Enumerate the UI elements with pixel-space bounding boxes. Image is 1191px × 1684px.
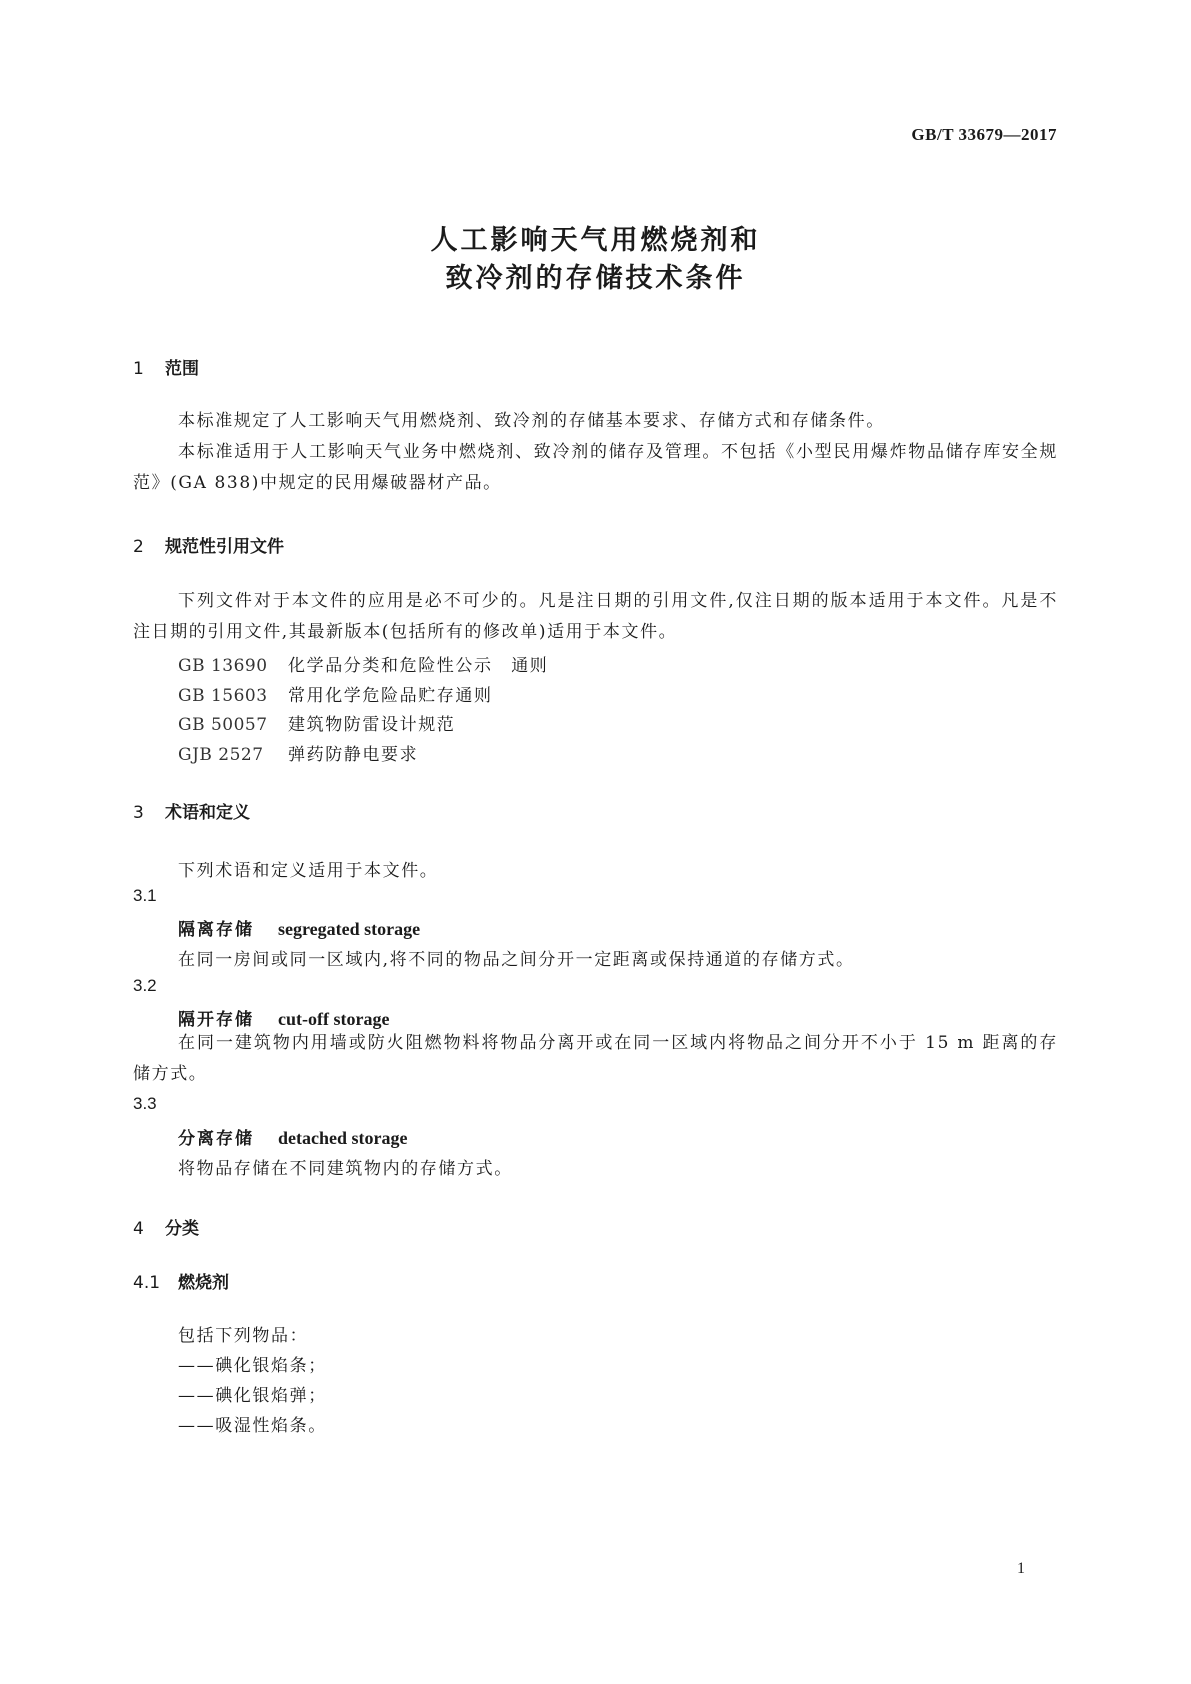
term-chinese: 隔开存储: [178, 1010, 254, 1030]
section-title: 规范性引用文件: [165, 537, 284, 557]
term-english: segregated storage: [278, 919, 421, 939]
section-1-paragraph-2: 本标准适用于人工影响天气业务中燃烧剂、致冷剂的储存及管理。不包括《小型民用爆炸物品储存库安全规范》(GA 838)中规定的民用爆破器材产品。: [133, 442, 1058, 493]
section-3-intro: 下列术语和定义适用于本文件。: [178, 861, 439, 881]
reference-title: 化学品分类和危险性公示 通则: [288, 656, 549, 676]
section-number: 4: [133, 1219, 144, 1239]
reference-code: GB 15603: [178, 686, 268, 706]
section-3-heading: [133, 798, 250, 823]
standard-code: GB/T 33679—2017: [911, 125, 1057, 144]
section-title: 分类: [165, 1219, 199, 1239]
term-chinese: 分离存储: [178, 1129, 254, 1149]
section-1-paragraph-1: 本标准规定了人工影响天气用燃烧剂、致冷剂的存储基本要求、存储方式和存储条件。: [178, 411, 885, 431]
term-number: 3.1: [133, 886, 157, 905]
reference-title: 常用化学危险品贮存通则: [288, 686, 493, 706]
list-item: ——碘化银焰条；: [178, 1356, 327, 1376]
reference-code: GB 50057: [178, 715, 268, 735]
page-number: 1: [1017, 1560, 1025, 1577]
term-number: 3.2: [133, 976, 157, 995]
subsection-intro: 包括下列物品：: [178, 1326, 309, 1346]
document-title-line2: 致冷剂的存储技术条件: [445, 263, 746, 294]
reference-code: GJB 2527: [178, 745, 264, 765]
list-item: ——吸湿性焰条。: [178, 1416, 327, 1436]
subsection-title: 燃烧剂: [178, 1273, 229, 1293]
section-2-heading: [133, 532, 284, 557]
term-definition: 将物品存储在不同建筑物内的存储方式。: [178, 1159, 513, 1179]
subsection-4-1-heading: [133, 1268, 229, 1293]
term-heading: [178, 1124, 407, 1149]
term-definition: 在同一房间或同一区域内,将不同的物品之间分开一定距离或保持通道的存储方式。: [178, 950, 855, 970]
section-1-heading: [133, 354, 199, 379]
section-2-paragraph-1: 下列文件对于本文件的应用是必不可少的。凡是注日期的引用文件,仅注日期的版本适用于本文件。凡是不注日期的引用文件,其最新版本(包括所有的修改单)适用于本文件。: [133, 591, 1058, 642]
term-english: cut-off storage: [278, 1009, 390, 1029]
section-title: 范围: [165, 359, 199, 379]
section-4-heading: [133, 1214, 199, 1239]
term-definition: 在同一建筑物内用墙或防火阻燃物料将物品分离开或在同一区域内将物品之间分开不小于 15 m 距离的存储方式。: [133, 1033, 1058, 1084]
term-heading: [178, 915, 420, 940]
subsection-number: 4.1: [133, 1273, 161, 1293]
term-number: 3.3: [133, 1094, 157, 1113]
section-number: 1: [133, 359, 144, 379]
term-heading: [178, 1005, 389, 1030]
reference-item: [178, 651, 548, 676]
document-title-line1: 人工影响天气用燃烧剂和: [430, 225, 761, 256]
section-number: 2: [133, 537, 144, 557]
reference-item: [178, 681, 493, 706]
reference-code: GB 13690: [178, 656, 268, 676]
reference-title: 建筑物防雷设计规范: [288, 715, 456, 735]
reference-item: [178, 740, 418, 765]
term-english: detached storage: [278, 1128, 408, 1148]
reference-item: [178, 710, 455, 735]
section-number: 3: [133, 803, 144, 823]
term-chinese: 隔离存储: [178, 920, 254, 940]
list-item: ——碘化银焰弹；: [178, 1386, 327, 1406]
section-title: 术语和定义: [165, 803, 250, 823]
reference-title: 弹药防静电要求: [288, 745, 419, 765]
